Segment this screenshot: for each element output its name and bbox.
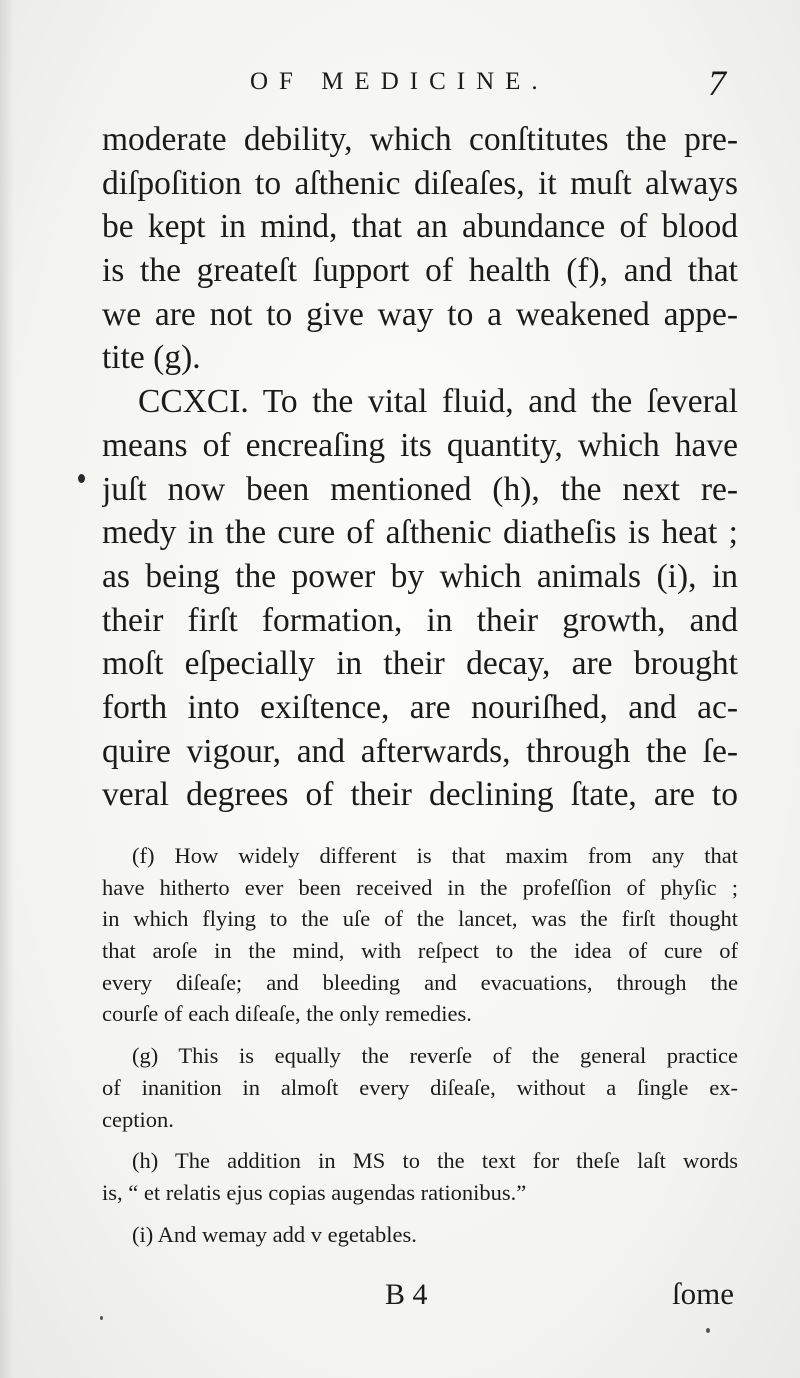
running-title: OF MEDICINE.	[250, 68, 549, 95]
footnote-gap	[102, 1030, 738, 1040]
text-line: means of encreaſing its quantity, which have	[102, 426, 738, 464]
text-line: diſpoſition to aſthenic diſeaſes, it muſt always	[102, 164, 738, 202]
text-line: we are not to give way to a weakened appe-	[102, 295, 738, 333]
footnote-g-line: ception.	[102, 1106, 174, 1132]
catchword: ſome	[672, 1276, 734, 1311]
text-line: forth into exiſtence, are nouriſhed, and ac-	[102, 688, 738, 726]
footnote-gap	[102, 1135, 738, 1145]
text-line: as being the power by which animals (i), in	[102, 557, 738, 595]
text-line: be kept in mind, that an abundance of blood	[102, 208, 738, 246]
footnote-f-line: in which flying to the uſe of the lancet, was the firſt thought	[102, 906, 738, 932]
footnote-h-line: is, “ et relatis ejus copias augendas rationibus.”	[102, 1179, 527, 1205]
footnote-f-line: that aroſe in the mind, with reſpect to the idea of cure of	[102, 938, 738, 964]
text-line: medy in the cure of aſthenic diatheſis is heat ;	[102, 514, 738, 552]
margin-ink-mark	[78, 474, 85, 483]
text-line: moſt eſpecially in their decay, are brought	[102, 645, 738, 683]
ink-speck	[706, 1328, 710, 1333]
text-line: veral degrees of their declining ſtate, are to	[102, 776, 738, 814]
page-number: 7	[708, 63, 726, 103]
footnote-h-line: (h) The addition in MS to the text for theſe laſt words	[132, 1148, 738, 1174]
footnote-gap	[102, 1209, 738, 1219]
footnotes	[102, 840, 738, 1250]
running-head	[0, 62, 800, 106]
section-heading-line: CCXCI. To the vital fluid, and the ſeveral	[138, 383, 738, 421]
footnote-g-line: (g) This is equally the reverſe of the general practice	[132, 1043, 738, 1069]
footnote-f-line: have hitherto ever been received in the profeſſion of phyſic ;	[102, 874, 738, 900]
text-line: tite (g).	[102, 339, 201, 377]
text-line: moderate debility, which conſtitutes the pre-	[102, 121, 738, 158]
footnote-f-line: every diſeaſe; and bleeding and evacuations, through the	[102, 969, 738, 995]
text-line: quire vigour, and afterwards, through the ſe-	[102, 732, 738, 770]
text-line: juſt now been mentioned (h), the next re-	[102, 470, 738, 508]
footnote-f-line: courſe of each diſeaſe, the only remedies.	[102, 1001, 472, 1027]
footnote-g-line: of inanition in almoſt every diſeaſe, without a ſingle ex-	[102, 1074, 738, 1100]
main-text	[102, 118, 738, 817]
text-line: is the greateſt ſupport of health (f), and that	[102, 252, 738, 290]
page-gutter-shadow	[0, 0, 14, 1378]
ink-speck	[100, 1316, 103, 1320]
footnote-f-line: (f) How widely different is that maxim from any that	[132, 843, 738, 868]
signature-mark: B 4	[385, 1278, 428, 1311]
footnote-i-line: (i) And wemay add v egetables.	[132, 1221, 417, 1247]
text-line: their firſt formation, in their growth, and	[102, 601, 738, 639]
